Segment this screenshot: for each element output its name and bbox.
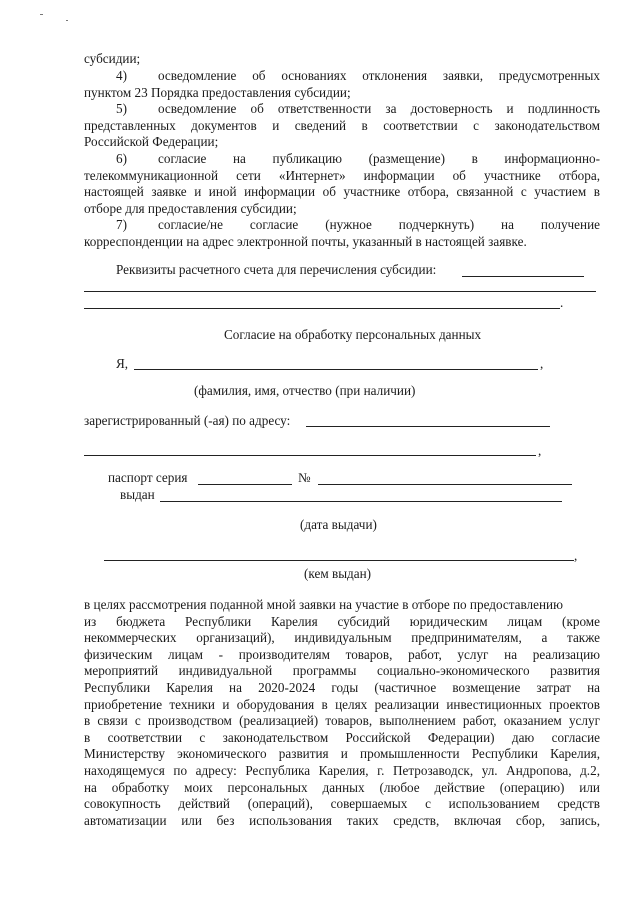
text-line: из бюджета Республики Карелия субсидий юридическим лицам (кроме bbox=[84, 614, 600, 629]
text-line: некоммерческих организаций), индивидуальным предпринимателям, а также bbox=[84, 630, 600, 645]
scan-mark bbox=[40, 14, 43, 15]
issued-by-blank[interactable] bbox=[104, 560, 574, 561]
passport-number-blank[interactable] bbox=[318, 484, 572, 485]
text-line: мероприятий индивидуальной программы социально-экономического развития bbox=[84, 663, 600, 678]
list-item-4 bbox=[84, 68, 600, 84]
consent-title: Согласие на обработку персональных данных bbox=[224, 327, 482, 342]
text-line: корреспонденции на адрес электронной почты, указанный в настоящей заявке. bbox=[84, 234, 527, 249]
text-line: в соответствии с законодательством Российской Федерации) даю согласие bbox=[84, 730, 600, 745]
text-comma: , bbox=[538, 443, 542, 458]
text-comma: , bbox=[540, 356, 544, 371]
text-line: отборе для предоставления субсидии; bbox=[84, 201, 297, 216]
requisites-label: Реквизиты расчетного счета для перечисления субсидии: bbox=[116, 262, 437, 277]
issued-blank[interactable] bbox=[160, 501, 562, 502]
text-line: автоматизации или без использования таких средств, включая сбор, запись, bbox=[84, 813, 600, 828]
list-item-5 bbox=[84, 101, 600, 117]
list-number: 4) bbox=[116, 68, 127, 83]
list-number: 7) bbox=[116, 217, 127, 232]
text-line: Республики Карелия на 2020-2024 годы (частичное возмещение затрат на bbox=[84, 680, 600, 695]
text-line: приобретение техники и оборудования в целях реализации инвестиционных проектов bbox=[84, 697, 600, 712]
issued-label: выдан bbox=[120, 487, 155, 502]
address-blank[interactable] bbox=[306, 426, 550, 427]
requisites-blank[interactable] bbox=[84, 308, 560, 309]
text-line: пунктом 23 Порядка предоставления субсидии; bbox=[84, 85, 351, 100]
ya-label: Я, bbox=[116, 356, 129, 371]
text-line: представленных документов и сведений в соответствии с законодательством bbox=[84, 118, 600, 133]
list-number: 6) bbox=[116, 151, 127, 166]
fio-caption: (фамилия, имя, отчество (при наличии) bbox=[194, 383, 416, 398]
list-item-7 bbox=[84, 217, 600, 233]
list-number: 5) bbox=[116, 101, 127, 116]
registered-label: зарегистрированный (-ая) по адресу: bbox=[84, 413, 291, 428]
passport-number-label: № bbox=[298, 470, 311, 485]
requisites-blank[interactable] bbox=[84, 291, 596, 292]
text-period: . bbox=[560, 295, 564, 310]
text-line: настоящей заявке и иной информации об участнике отбора, связанной с участием в bbox=[84, 184, 600, 199]
passport-label: паспорт серия bbox=[108, 470, 188, 485]
text-comma: , bbox=[574, 548, 578, 563]
text-line: Министерству экономического развития и промышленности Республики Карелия, bbox=[84, 746, 600, 761]
text-line: совокупность действий (операций), совершаемых с использованием средств bbox=[84, 796, 600, 811]
text-line: физическим лицам - производителям товаров, работ, услуг на реализацию bbox=[84, 647, 600, 662]
list-text: осведомление об ответственности за достоверность и подлинность bbox=[158, 101, 600, 116]
text-line: находящемуся по адресу: Республика Карелия, г. Петрозаводск, ул. Андропова, д.2, bbox=[84, 763, 600, 778]
name-blank[interactable] bbox=[134, 369, 538, 370]
text-line: телекоммуникационной сети «Интернет» информации об участнике отбора, bbox=[84, 168, 600, 183]
issue-date-caption: (дата выдачи) bbox=[300, 517, 377, 532]
scan-mark bbox=[66, 20, 68, 21]
issued-by-caption: (кем выдан) bbox=[304, 566, 372, 581]
list-item-6 bbox=[84, 151, 600, 167]
text-line: в целях рассмотрения поданной мной заявки на участие в отборе по предоставлению bbox=[84, 597, 563, 612]
list-text: осведомление об основаниях отклонения заявки, предусмотренных bbox=[158, 68, 600, 83]
text-line: субсидии; bbox=[84, 51, 141, 66]
list-text: согласие на публикацию (размещение) в информационно- bbox=[158, 151, 600, 166]
text-line: Российской Федерации; bbox=[84, 134, 219, 149]
address-blank[interactable] bbox=[84, 455, 536, 456]
list-text: согласие/не согласие (нужное подчеркнуть) на получение bbox=[158, 217, 600, 232]
requisites-blank[interactable] bbox=[462, 276, 584, 277]
passport-series-blank[interactable] bbox=[198, 484, 292, 485]
text-line: на обработку моих персональных данных (любое действие (операцию) или bbox=[84, 780, 600, 795]
text-line: в связи с производством (реализацией) товаров, выполнением работ, оказанием услуг bbox=[84, 713, 600, 728]
